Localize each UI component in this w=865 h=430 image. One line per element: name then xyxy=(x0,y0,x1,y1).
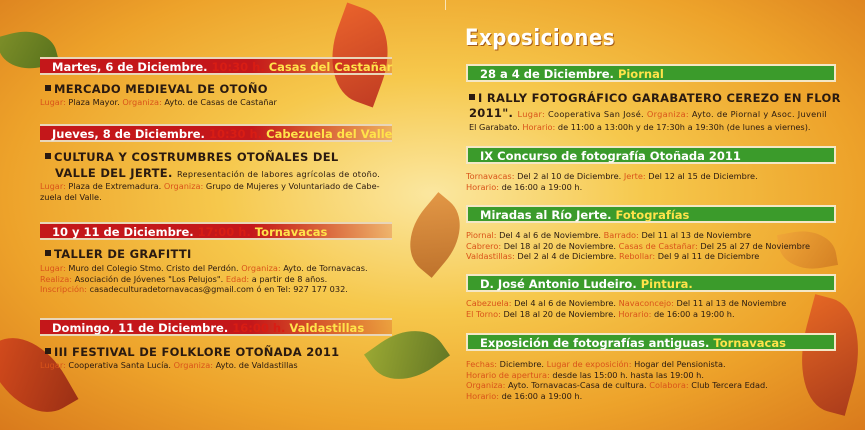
bullet-icon xyxy=(45,348,51,354)
event-date-bar: Domingo, 11 de Diciembre. 16:00 h. Valdastillas xyxy=(40,318,392,336)
exhibition-title: I RALLY FOTOGRÁFICO GARABATERO CEREZO EN FLOR xyxy=(469,91,841,105)
exhibition-details: El Garabato. Horario: de 11:00 a 13:00h y de 17:30h a 19:30h (de lunes a viernes). xyxy=(469,122,811,132)
event-title: TALLER DE GRAFITTI xyxy=(45,247,192,261)
bullet-icon xyxy=(45,85,51,91)
red-leaf-decoration xyxy=(0,321,78,429)
bullet-icon xyxy=(45,250,51,256)
event-date-bar: Jueves, 8 de Diciembre. 10:30 h. Cabezuela del Valle xyxy=(40,124,392,142)
exhibition-details: Piornal: Del 4 al 6 de Noviembre. Barrado: Del 11 al 13 de Noviembre Cabrero: Del 18 al 20 de Noviembre. Casas de Castañar: Del 25 al 27 de Noviembre Valdastillas: Del 2 al 4 de Diciembre. Rebollar: Del 9 al 11 de Diciembre xyxy=(466,230,811,261)
exhibition-bar: 28 a 4 de Diciembre. Piornal xyxy=(466,64,836,82)
fold-line xyxy=(445,0,446,10)
event-details: Lugar: Plaza de Extremadura. Organiza: Grupo de Mujeres y Voluntariado de Cabe- zuela del Valle. xyxy=(40,181,380,202)
section-heading: Exposiciones xyxy=(465,26,616,51)
event-title: MERCADO MEDIEVAL DE OTOÑO xyxy=(45,82,268,96)
event-title: III FESTIVAL DE FOLKLORE OTOÑADA 2011 xyxy=(45,345,339,359)
event-details: Lugar: Plaza Mayor. Organiza: Ayto. de Casas de Castañar xyxy=(40,97,277,107)
event-date-bar: 10 y 11 de Diciembre. 17:00 h. Tornavacas xyxy=(40,222,392,240)
exhibition-bar: D. José Antonio Ludeiro. Pintura. xyxy=(466,274,836,292)
bullet-icon xyxy=(45,153,51,159)
event-time: 10:30 h. xyxy=(211,60,265,74)
event-place: Casas del Castañar xyxy=(268,60,393,74)
red-leaf-decoration xyxy=(787,294,865,416)
event-date: Martes, 6 de Diciembre. xyxy=(52,60,208,74)
red-leaf-decoration xyxy=(316,2,403,107)
event-title-cont: VALLE DEL JERTE. Representación de labores agrícolas de otoño. xyxy=(55,166,381,180)
exhibition-details: Cabezuela: Del 4 al 6 de Noviembre. Navaconcejo: Del 11 al 13 de Noviembre El Torno: Del 18 al 20 de Noviembre. Horario: de 16:00 a 19:00 h. xyxy=(466,298,787,319)
exhibition-bar: IX Concurso de fotografía Otoñada 2011 xyxy=(466,146,836,164)
event-details: Lugar: Cooperativa Santa Lucía. Organiza: Ayto. de Valdastillas xyxy=(40,360,298,370)
exhibition-title-cont: 2011". Lugar: Cooperativa San José. Organiza: Ayto. de Piornal y Asoc. Juvenil xyxy=(469,106,828,120)
exhibition-bar: Exposición de fotografías antiguas. Tornavacas xyxy=(466,333,836,351)
bullet-icon xyxy=(469,94,475,100)
exhibition-bar: Miradas al Río Jerte. Fotografías xyxy=(466,205,836,223)
event-title: CULTURA Y COSTRUMBRES OTOÑALES DEL xyxy=(45,150,339,164)
exhibition-details: Tornavacas: Del 2 al 10 de Diciembre. Jerte: Del 12 al 15 de Diciembre. Horario: de 16:00 a 19:00 h. xyxy=(466,171,758,192)
exhibition-details: Fechas: Diciembre. Lugar de exposición: Hogar del Pensionista. Horario de apertura: desde las 15:00 h. hasta las 19:00 h. Organiza: Ayto. Tornavacas-Casa de cultura. Colabora: Club Tercera Edad. Horario: de 16:00 a 19:00 h. xyxy=(466,359,768,401)
event-details: Lugar: Muro del Colegio Stmo. Cristo del Perdón. Organiza: Ayto. de Tornavacas. Realiza: Asociación de Jóvenes "Los Pelujos". Edad: a partir de 8 años. Inscripción: casadeculturadetornavacas@gmail.com ó en Tel: 927 177 032. xyxy=(40,263,368,294)
event-date-bar xyxy=(40,57,392,75)
orange-leaf-decoration xyxy=(393,192,476,278)
